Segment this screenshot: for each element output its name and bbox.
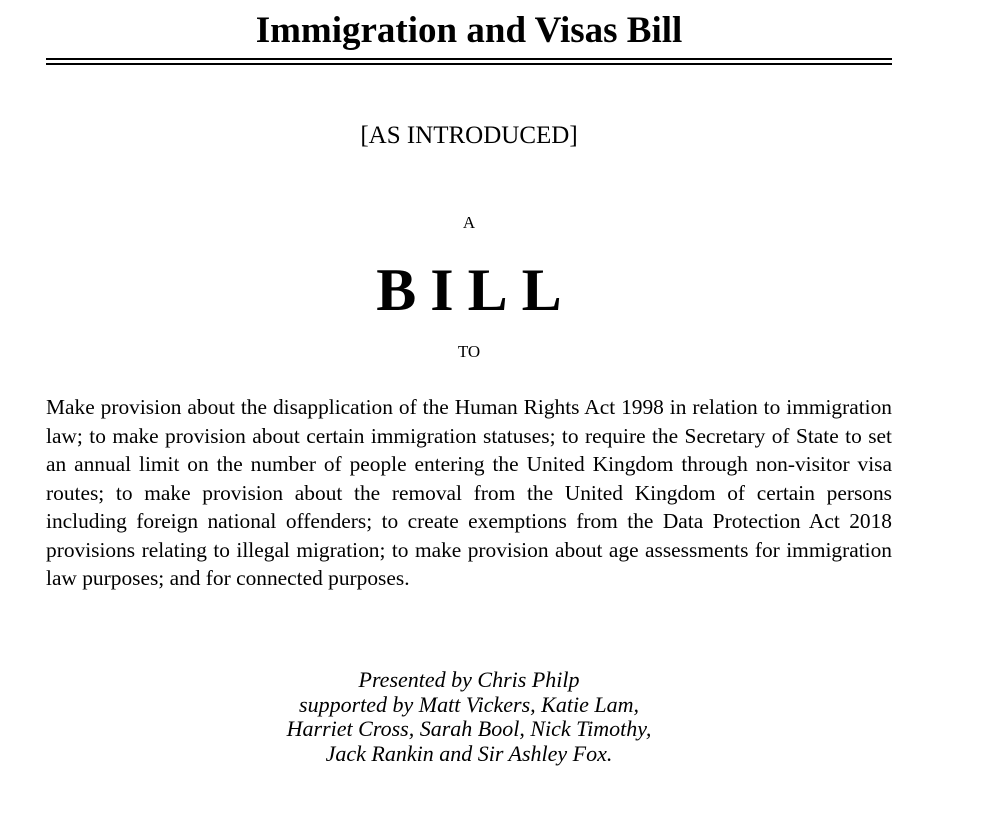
to-label: TO: [457, 342, 481, 361]
title-rule-bottom: [46, 63, 892, 65]
presenters-block: [46, 668, 892, 766]
presenter-line: Jack Rankin and Sir Ashley Fox.: [325, 740, 613, 766]
presenter-line: supported by Matt Vickers, Katie Lam,: [299, 691, 639, 717]
presenter-line: Harriet Cross, Sarah Bool, Nick Timothy,: [286, 716, 652, 741]
bill-title: Immigration and Visas Bill: [255, 10, 683, 51]
title-rule-top: [46, 58, 892, 60]
bill-status: [AS INTRODUCED]: [360, 122, 578, 149]
article-a: A: [462, 213, 476, 232]
presenter-line: Presented by Chris Philp: [358, 667, 580, 692]
long-title: Make provision about the disapplication of the Human Rights Act 1998 in relation to immigration law; to make provision about certain immigration statuses; to require the Secretary of State to set an annual limit on the number of people entering the United Kingdom through non-visitor visa routes; to make provision about the removal from the United Kingdom of certain persons including foreign national offenders; to create exemptions from the Data Protection Act 2018 provisions relating to illegal migration; to make provision about age assessments for immigration law purposes; and for connected purposes.: [46, 395, 892, 590]
bill-heading: BILL: [376, 257, 576, 323]
